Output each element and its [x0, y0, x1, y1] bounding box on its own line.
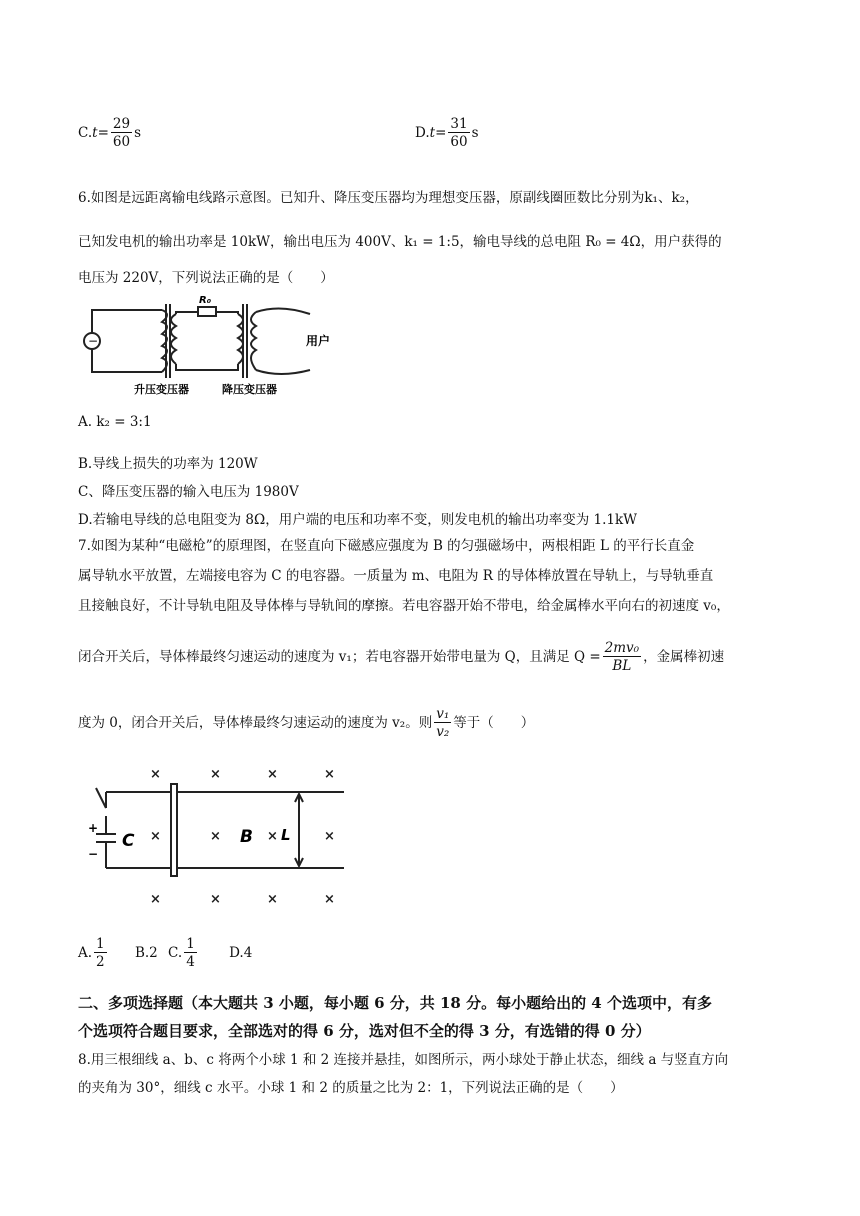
- equals: =: [97, 125, 109, 141]
- q7-text-line4: [78, 640, 724, 675]
- q8-text-line2: 的夹角为 30°，细线 c 水平。小球 1 和 2 的质量之比为 2：1，下列说法正确的是（ ）: [78, 1080, 624, 1096]
- fraction: [603, 640, 641, 675]
- denominator: BL: [603, 656, 641, 675]
- user-wire-top: [256, 308, 310, 314]
- numerator: 1: [186, 936, 195, 952]
- step-up-secondary-coil: [171, 314, 176, 364]
- q6-text-line2: 已知发电机的输出功率是 10kW，输出电压为 400V、k₁ = 1:5，输电导线的总电阻 R₀ = 4Ω，用户获得的: [78, 234, 722, 250]
- numerator: 31: [450, 116, 468, 132]
- resistor-label: R₀: [199, 295, 212, 306]
- option-label: D.: [415, 125, 430, 141]
- plus-sign: +: [88, 821, 99, 835]
- field-cross: ×: [210, 829, 221, 844]
- switch: [96, 788, 106, 808]
- denominator: 60: [112, 134, 131, 150]
- generator-symbol: −: [88, 334, 99, 348]
- option-c-fraction: [184, 936, 197, 971]
- fraction: [448, 116, 469, 151]
- fraction: [434, 706, 451, 741]
- unit: s: [471, 125, 479, 141]
- user-label: 用户: [306, 334, 331, 348]
- section2-heading-line2: 个选项符合题目要求，全部选对的得 6 分，选对但不全的得 3 分，有选错的得 0 分）: [78, 1022, 651, 1040]
- user-wire-bottom: [256, 370, 310, 374]
- field-cross: ×: [210, 767, 221, 782]
- field-cross: ×: [324, 829, 335, 844]
- option-c-q5: [78, 116, 141, 151]
- field-cross: ×: [210, 892, 221, 907]
- q8-text-line1: 8.用三根细线 a、b、c 将两个小球 1 和 2 连接并悬挂，如图所示，两小球处于静止状态，细线 a 与竖直方向: [78, 1052, 729, 1068]
- railgun-diagram: [84, 760, 354, 910]
- q7-text-line3: 且接触良好，不计导轨电阻及导体棒与导轨间的摩擦。若电容器开始不带电，给金属棒水平向右的初速度 v₀，: [78, 598, 730, 614]
- field-cross: ×: [150, 767, 161, 782]
- numerator: 29: [112, 116, 131, 132]
- minus-sign: −: [88, 847, 99, 861]
- text-segment: 度为 0，闭合开关后，导体棒最终匀速运动的速度为 v₂。则: [78, 715, 433, 731]
- q6-option-c: C、降压变压器的输入电压为 1980V: [78, 484, 299, 500]
- unit: s: [134, 125, 142, 141]
- option-a-fraction: [94, 936, 107, 971]
- field-cross: ×: [150, 892, 161, 907]
- field-cross: ×: [267, 829, 278, 844]
- step-down-secondary-coil: [251, 312, 256, 370]
- q6-text-line3: 电压为 220V，下列说法正确的是（ ）: [78, 270, 334, 286]
- gap-label: L: [281, 826, 291, 844]
- q6-option-d: D.若输电导线的总电阻变为 8Ω，用户端的电压和功率不变，则发电机的输出功率变为 1.1kW: [78, 512, 638, 528]
- capacitor-label: C: [122, 831, 135, 851]
- step-down-label: 降压变压器: [222, 383, 277, 396]
- transmission-diagram: [80, 290, 350, 400]
- section2-heading-line1: 二、多项选择题（本大题共 3 小题，每小题 6 分，共 18 分。每小题给出的 4 个选项中，有多: [78, 994, 712, 1012]
- field-cross: ×: [267, 892, 278, 907]
- option-c-label: C.: [168, 945, 183, 961]
- equals: =: [435, 125, 447, 141]
- resistor: [198, 307, 216, 316]
- option-b: B.2: [134, 945, 158, 961]
- option-d: D.4: [229, 945, 253, 961]
- generator-wire: [92, 310, 162, 372]
- step-up-label: 升压变压器: [134, 383, 189, 396]
- denominator: 60: [450, 134, 468, 150]
- option-label: C.: [78, 125, 93, 141]
- q6-text-line1: 6.如图是远距离输电线路示意图。已知升、降压变压器均为理想变压器，原副线圈匝数比分别为k₁、k₂，: [78, 190, 699, 206]
- field-cross: ×: [324, 767, 335, 782]
- denominator: 4: [186, 954, 195, 970]
- option-a-label: A.: [78, 945, 93, 961]
- conductor-rod: [171, 784, 177, 876]
- q7-text-line2: 属导轨水平放置，左端接电容为 C 的电容器。一质量为 m、电阻为 R 的导体棒放置在导轨上，与导轨垂直: [78, 568, 714, 584]
- field-cross: ×: [324, 892, 335, 907]
- numerator: 1: [96, 936, 105, 952]
- option-d-q5: [415, 116, 479, 151]
- field-label: B: [240, 827, 253, 847]
- text-segment: 等于（ ）: [453, 715, 535, 731]
- variable: t: [429, 125, 436, 141]
- denominator: 2: [96, 954, 105, 970]
- text-segment: 闭合开关后，导体棒最终匀速运动的速度为 v₁；若电容器开始带电量为 Q，且满足 Q =: [78, 649, 601, 665]
- numerator: 2mv₀: [604, 640, 640, 656]
- q7-text-line1: 7.如图为某种“电磁枪”的原理图，在竖直向下磁感应强度为 B 的匀强磁场中，两根相距 L 的平行长直金: [78, 538, 695, 554]
- denominator: v₂: [436, 724, 450, 740]
- text-segment: ，金属棒初速: [643, 649, 725, 665]
- fraction: [111, 116, 132, 151]
- variable: t: [92, 125, 98, 141]
- field-cross: ×: [150, 829, 161, 844]
- q6-option-b: B.导线上损失的功率为 120W: [78, 456, 258, 472]
- q6-option-a: A. k₂ = 3:1: [78, 414, 152, 430]
- q7-text-line5: [78, 706, 534, 741]
- q7-options: [78, 936, 252, 971]
- numerator: v₁: [436, 706, 450, 722]
- field-cross: ×: [267, 767, 278, 782]
